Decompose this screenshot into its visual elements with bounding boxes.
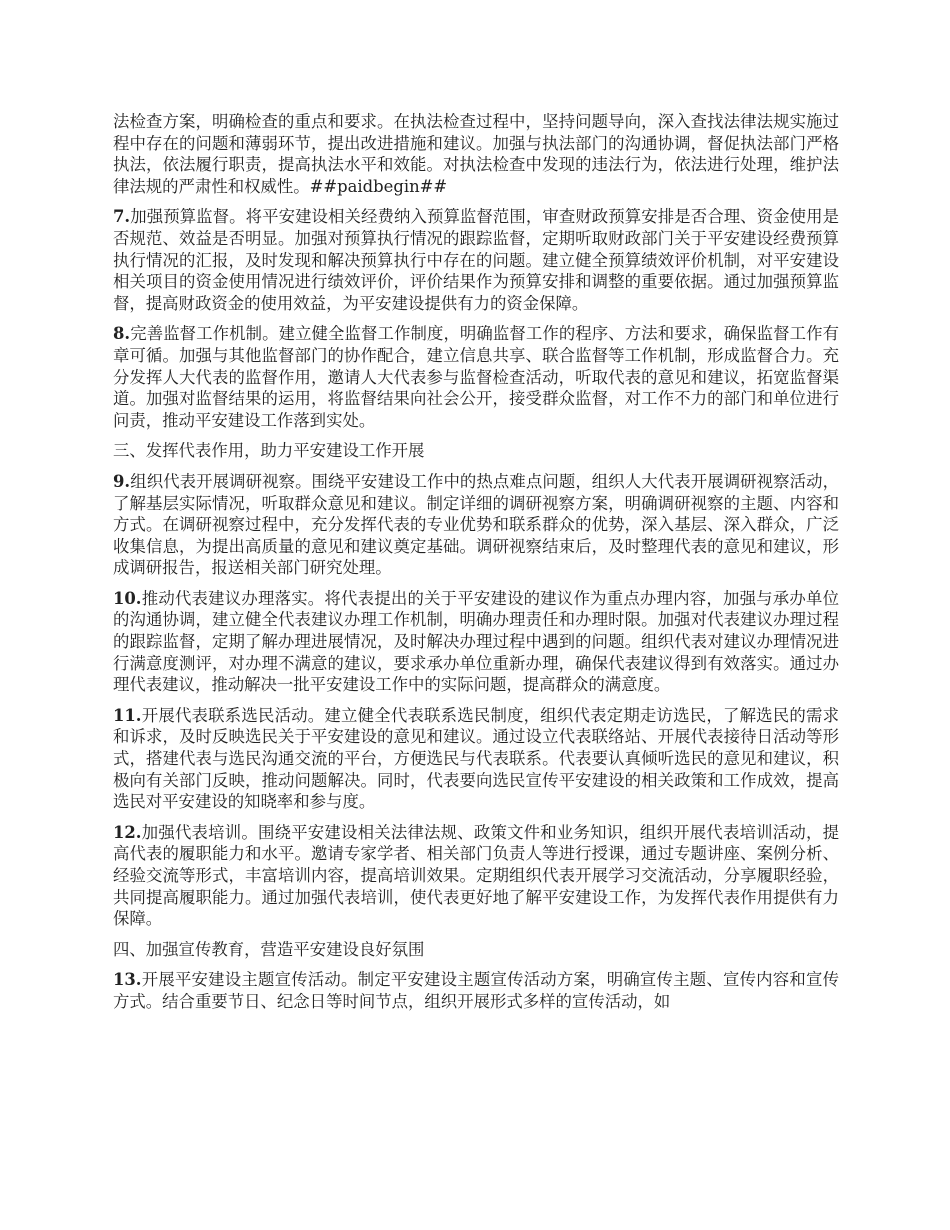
paragraph-item-9 xyxy=(113,471,839,579)
item-number: 11. xyxy=(113,705,142,725)
paragraph-text: 加强预算监督。将平安建设相关经费纳入预算监督范围，审查财政预算安排是否合理、资金使用是否规范、效益是否明显。加强对预算执行情况的跟踪监督，定期听取财政部门关于平安建设经费预算执行情况的汇报，及时发现和解决预算执行中存在的问题。建立健全预算绩效评价机制，对平安建设相关项目的资金使用情况进行绩效评价，评价结果作为预算安排和调整的重要依据。通过加强预算监督，提高财政资金的使用效益，为平安建设提供有力的资金保障。 xyxy=(113,207,839,313)
paragraph-text: 加强代表培训。围绕平安建设相关法律法规、政策文件和业务知识，组织开展代表培训活动，提高代表的履职能力和水平。邀请专家学者、相关部门负责人等进行授课，通过专题讲座、案例分析、经验交流等形式，丰富培训内容，提高培训效果。定期组织代表开展学习交流活动，分享履职经验，共同提高履职能力。通过加强代表培训，使代表更好地了解平安建设工作，为发挥代表作用提供有力保障。 xyxy=(113,822,839,929)
document-body xyxy=(113,111,839,1022)
paragraph-item-11 xyxy=(113,705,839,813)
paragraph-text: 开展代表联系选民活动。建立健全代表联系选民制度，组织代表定期走访选民，了解选民的需求和诉求，及时反映选民关于平安建设的意见和建议。通过设立代表联络站、开展代表接待日活动等形式，搭建代表与选民沟通交流的平台，方便选民与代表联系。代表要认真倾听选民的意见和建议，积极向有关部门反映，推动问题解决。同时，代表要向选民宣传平安建设的相关政策和工作成效，提高选民对平安建设的知晓率和参与度。 xyxy=(113,705,839,812)
item-number: 7. xyxy=(113,207,131,227)
paragraph-continued xyxy=(113,111,839,197)
paragraph-item-13 xyxy=(113,969,839,1012)
section-heading-3: 三、发挥代表作用，助力平安建设工作开展 xyxy=(113,441,425,461)
paragraph-text: 推动代表建议办理落实。将代表提出的关于平安建设的建议作为重点办理内容，加强与承办单位的沟通协调，建立健全代表建议办理工作机制，明确办理责任和办理时限。加强对代表建议办理过程的跟踪监督，定期了解办理进展情况，及时解决办理过程中遇到的问题。组织代表对建议办理情况进行满意度测评，对办理不满意的建议，要求承办单位重新办理，确保代表建议得到有效落实。通过办理代表建议，推动解决一批平安建设工作中的实际问题，提高群众的满意度。 xyxy=(113,588,839,695)
paragraph-text: 完善监督工作机制。建立健全监督工作制度，明确监督工作的程序、方法和要求，确保监督工作有章可循。加强与其他监督部门的协作配合，建立信息共享、联合监督等工作机制，形成监督合力。充分发挥人大代表的监督作用，邀请人大代表参与监督检查活动，听取代表的意见和建议，拓宽监督渠道。加强对监督结果的运用，将监督结果向社会公开，接受群众监督，对工作不力的部门和单位进行问责，推动平安建设工作落到实处。 xyxy=(113,324,839,430)
section-heading-4: 四、加强宣传教育，营造平安建设良好氛围 xyxy=(113,939,425,959)
item-number: 12. xyxy=(113,822,142,842)
paragraph-item-12 xyxy=(113,822,839,930)
paragraph-text: 组织代表开展调研视察。围绕平安建设工作中的热点难点问题，组织人大代表开展调研视察活动，了解基层实际情况，听取群众意见和建议。制定详细的调研视察方案，明确调研视察的主题、内容和方式。在调研视察过程中，充分发挥代表的专业优势和联系群众的优势，深入基层、深入群众，广泛收集信息，为提出高质量的意见和建议奠定基础。调研视察结束后，及时整理代表的意见和建议，形成调研报告，报送相关部门研究处理。 xyxy=(113,471,839,578)
paragraph-item-8 xyxy=(113,323,839,431)
item-number: 8. xyxy=(113,324,131,344)
paragraph-text: 开展平安建设主题宣传活动。制定平安建设主题宣传活动方案，明确宣传主题、宣传内容和宣传方式。结合重要节日、纪念日等时间节点，组织开展形式多样的宣传活动，如 xyxy=(113,970,839,1011)
paragraph-text: 法检查方案，明确检查的重点和要求。在执法检查过程中，坚持问题导向，深入查找法律法规实施过程中存在的问题和薄弱环节，提出改进措施和建议。加强与执法部门的沟通协调，督促执法部门严格执法，依法履行职责，提高执法水平和效能。对执法检查中发现的违法行为，依法进行处理，维护法律法规的严肃性和权威性。##paidbegin## xyxy=(113,112,839,196)
item-number: 9. xyxy=(113,471,131,491)
paragraph-item-7 xyxy=(113,206,839,314)
item-number: 13. xyxy=(113,970,142,990)
item-number: 10. xyxy=(113,588,142,608)
paragraph-item-10 xyxy=(113,588,839,696)
